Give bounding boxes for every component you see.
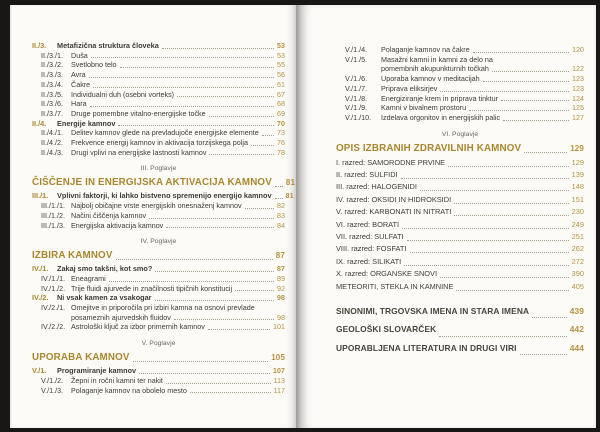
- entry-page-number: 61: [277, 79, 285, 89]
- entry-page-number: 81: [285, 178, 296, 188]
- dot-leader: [410, 252, 569, 253]
- chapter-label: [32, 165, 285, 173]
- dot-leader: [190, 392, 271, 393]
- entry-page-number: 439: [569, 305, 584, 316]
- entry-label: VI. Poglavje: [441, 130, 479, 138]
- entry-label: I. razred: SAMORODNE PRVINE: [336, 157, 446, 167]
- dot-leader: [166, 227, 274, 228]
- toc-entry: [336, 142, 584, 155]
- entry-label: METEORITI, STEKLA IN KAMNINE: [336, 281, 454, 291]
- entry-page-number: 68: [277, 99, 285, 109]
- entry-page-number: 76: [277, 138, 285, 148]
- toc-entry: [32, 119, 285, 129]
- entry-page-number: 151: [571, 194, 584, 204]
- toc-entry: [32, 211, 285, 221]
- entry-number: II./3./4.: [41, 79, 63, 89]
- toc-entry: [32, 191, 294, 201]
- dot-leader: [275, 198, 283, 199]
- entry-page-number: 83: [277, 210, 285, 220]
- toc-entry: [32, 109, 285, 119]
- dot-leader: [439, 336, 566, 337]
- dot-leader: [209, 154, 274, 155]
- toc-entry: [336, 84, 584, 94]
- dot-leader: [162, 48, 274, 49]
- entry-page-number: 251: [571, 232, 584, 242]
- toc-entry: [32, 313, 285, 323]
- entry-number: III./1./3.: [41, 220, 65, 230]
- toc-entry: [32, 80, 285, 90]
- dot-leader: [456, 290, 568, 291]
- entry-label: IX. razred: SILIKATI: [336, 256, 402, 266]
- entry-page-number: 113: [273, 375, 285, 385]
- entry-label: X. razred: ORGANSKE SNOVI: [336, 269, 438, 279]
- toc-entry: [32, 138, 285, 148]
- entry-label: SINONIMI, TRGOVSKA IMENA IN STARA IMENA: [336, 305, 530, 316]
- toc-entry: [336, 339, 584, 358]
- dot-leader: [120, 67, 274, 68]
- toc-entry: [32, 90, 285, 100]
- toc-entry: [32, 274, 285, 284]
- entry-number: II./3.: [32, 41, 47, 50]
- entry-page-number: 53: [276, 41, 285, 50]
- dot-leader: [118, 125, 273, 126]
- entry-label: Energijska aktivacija kamnov: [71, 220, 164, 230]
- entry-page-number: 73: [277, 128, 285, 138]
- dot-leader: [483, 81, 569, 82]
- entry-number: V./1./4.: [345, 45, 368, 54]
- dot-leader: [166, 383, 271, 384]
- entry-label: IV. razred: OKSIDI IN HIDROKSIDI: [336, 194, 452, 204]
- entry-page-number: 120: [572, 45, 584, 54]
- entry-page-number: 70: [276, 118, 285, 128]
- entry-page-number: 84: [277, 220, 285, 230]
- dot-leader: [235, 290, 274, 291]
- toc-entry: [336, 45, 584, 55]
- entry-page-number: 82: [277, 201, 285, 211]
- entry-label: Ni vsak kamen za vsakogar: [57, 293, 152, 303]
- toc-entry: [32, 303, 285, 313]
- dot-leader: [133, 361, 269, 362]
- entry-number: II./3./3.: [41, 70, 63, 80]
- toc-entry: [32, 376, 285, 386]
- dot-leader: [524, 152, 567, 153]
- dot-leader: [420, 190, 569, 191]
- dot-leader: [245, 208, 274, 209]
- dot-leader: [503, 120, 569, 121]
- dot-leader: [209, 116, 274, 117]
- dot-leader: [492, 71, 569, 72]
- toc-entry: [336, 320, 584, 339]
- dot-leader: [402, 228, 569, 229]
- entry-label: Masažni kamni in kamni za delo na: [381, 54, 493, 64]
- entry-label: UPORABA KAMNOV: [32, 352, 130, 364]
- entry-page-number: 127: [572, 112, 584, 122]
- right-page: [300, 5, 596, 428]
- entry-number: V./1./10.: [345, 112, 372, 122]
- toc-entry: [336, 281, 584, 293]
- entry-number: V./1./3.: [41, 385, 64, 395]
- toc-entry: [336, 302, 584, 321]
- entry-page-number: 98: [277, 312, 285, 322]
- entry-page-number: 98: [276, 293, 285, 303]
- entry-page-number: 129: [570, 143, 584, 153]
- entry-number: V./1./2.: [41, 375, 64, 385]
- entry-label: posameznih ajurvedskih fluidov: [71, 312, 171, 322]
- dot-leader: [149, 218, 274, 219]
- entry-label: Programiranje kamnov: [57, 366, 137, 376]
- entry-number: IV./2.: [32, 293, 49, 303]
- entry-label: V. Poglavje: [141, 340, 176, 348]
- chapter-label: [32, 238, 285, 246]
- toc-entry: [336, 55, 584, 65]
- dot-leader: [448, 166, 569, 167]
- entry-label: OPIS IZBRANIH ZDRAVILNIH KAMNOV: [336, 142, 522, 154]
- entry-label: Načini čiščenja kamnov: [71, 210, 147, 220]
- entry-page-number: 89: [277, 273, 285, 283]
- entry-label: V. razred: KARBONATI IN NITRATI: [336, 207, 452, 217]
- entry-number: IV./1./1.: [41, 273, 66, 283]
- dot-leader: [155, 271, 274, 272]
- dot-leader: [404, 265, 568, 266]
- dot-leader: [93, 87, 274, 88]
- dot-leader: [262, 135, 274, 136]
- entry-label: Polaganje kamnov na obolelo mesto: [71, 385, 187, 395]
- toc-entry: [336, 113, 584, 123]
- toc-entry: [32, 284, 285, 294]
- dot-leader: [109, 281, 274, 282]
- entry-label: Eneagrami: [71, 273, 106, 283]
- entry-label: VI. razred: BORATI: [336, 219, 400, 229]
- entry-label: Uporaba kamnov v meditacijah: [381, 74, 480, 84]
- entry-label: Delitev kamnov glede na prevladujoče energijske elemente: [71, 128, 259, 138]
- toc-entry: [32, 176, 296, 189]
- entry-label: Omejitve in priporočila pri izbiri kamna na osnovi prevlade: [71, 303, 255, 313]
- entry-page-number: 56: [277, 70, 285, 80]
- entry-page-number: 87: [275, 251, 285, 261]
- toc-entry: [32, 366, 285, 376]
- dot-leader: [139, 373, 270, 374]
- dot-leader: [208, 329, 270, 330]
- entry-label: Zakaj smo takšni, kot smo?: [57, 264, 153, 274]
- toc-entry: [336, 181, 584, 193]
- entry-page-number: 249: [571, 219, 584, 229]
- entry-number: IV./2./2.: [41, 322, 66, 332]
- toc-entry: [32, 41, 285, 51]
- entry-page-number: 390: [571, 269, 584, 279]
- entry-label: GEOLOŠKI SLOVARČEK: [336, 324, 437, 335]
- toc-entry: [32, 221, 285, 231]
- entry-label: Energije kamnov: [57, 118, 116, 128]
- entry-label: Metafizična struktura človeka: [57, 41, 159, 50]
- chapter-label: [32, 340, 285, 348]
- entry-page-number: 405: [571, 281, 584, 291]
- toc-entry: [32, 51, 285, 61]
- entry-label: Trije fluidi ajurvede in značilnosti tipičnih konstitucij: [71, 283, 233, 293]
- entry-number: V./1./7.: [345, 83, 368, 93]
- toc-entry: [336, 256, 584, 268]
- entry-page-number: 107: [272, 366, 285, 376]
- entry-page-number: 55: [277, 60, 285, 70]
- entry-label: Frekvence energij kamnov in aktivacija torzijskega polja: [71, 138, 248, 148]
- toc-entry: [32, 293, 285, 303]
- entry-label: IV. Poglavje: [140, 238, 177, 246]
- dot-leader: [90, 106, 274, 107]
- entry-number: IV./1./2.: [41, 283, 66, 293]
- entry-number: II./3./7.: [41, 108, 63, 118]
- toc-entry: [336, 157, 584, 169]
- toc-entry: [336, 194, 584, 206]
- dot-leader: [251, 145, 274, 146]
- toc-entry: [336, 231, 584, 243]
- entry-number: V./1./6.: [345, 74, 368, 84]
- toc-entry: [336, 219, 584, 231]
- entry-label: III. razred: HALOGENIDI: [336, 182, 417, 192]
- toc-entry: [32, 249, 285, 262]
- entry-label: Priprava eliksirjev: [381, 83, 438, 93]
- dot-leader: [440, 91, 569, 92]
- dot-leader: [532, 317, 567, 318]
- entry-number: III./1.: [32, 191, 49, 201]
- toc-entry: [336, 64, 584, 74]
- entry-page-number: 69: [277, 108, 285, 118]
- entry-label: Najbolj običajne vrste energijskih onesnaženj kamnov: [71, 201, 242, 211]
- dot-leader: [454, 215, 568, 216]
- toc-entry: [336, 268, 584, 280]
- entry-page-number: 78: [277, 147, 285, 157]
- entry-page-number: 124: [572, 93, 584, 103]
- dot-leader: [174, 319, 274, 320]
- toc-entry: [32, 99, 285, 109]
- dot-leader: [469, 110, 569, 111]
- toc-entry: [32, 264, 285, 274]
- entry-number: V./1.: [32, 366, 47, 376]
- dot-leader: [116, 259, 273, 260]
- toc-entry: [336, 243, 584, 255]
- entry-page-number: 53: [277, 50, 285, 60]
- entry-label: Drugi vplivi na energijske lastnosti kamnov: [71, 147, 207, 157]
- entry-number: V./1./9.: [345, 103, 368, 113]
- entry-number: II./4./3.: [41, 147, 63, 157]
- entry-page-number: 123: [572, 83, 584, 93]
- right-page-content: [300, 5, 596, 428]
- dot-leader: [91, 57, 274, 58]
- toc-entry: [336, 103, 584, 113]
- entry-page-number: 125: [572, 103, 584, 113]
- entry-page-number: 444: [569, 342, 584, 353]
- entry-page-number: 139: [571, 170, 584, 180]
- entry-number: III./1./1.: [41, 201, 65, 211]
- entry-number: II./4./1.: [41, 128, 63, 138]
- entry-label: Polaganje kamnov na čakre: [381, 45, 470, 54]
- entry-page-number: 117: [273, 385, 285, 395]
- entry-number: II./3./5.: [41, 89, 63, 99]
- entry-page-number: 105: [271, 353, 285, 363]
- entry-number: II./3./2.: [41, 60, 63, 70]
- entry-label: Avra: [71, 70, 86, 80]
- entry-page-number: 272: [571, 256, 584, 266]
- toc-entry: [32, 128, 285, 138]
- entry-number: II./4.: [32, 118, 47, 128]
- entry-label: IZBIRA KAMNOV: [32, 250, 113, 262]
- left-page: [10, 5, 296, 428]
- entry-page-number: 262: [571, 244, 584, 254]
- entry-number: III./1./2.: [41, 210, 65, 220]
- entry-number: II./3./6.: [41, 99, 63, 109]
- entry-page-number: 67: [277, 89, 285, 99]
- dot-leader: [440, 277, 569, 278]
- entry-label: Energiziranje krem in priprava tinktur: [381, 93, 499, 103]
- toc-entry: [32, 351, 285, 364]
- entry-label: Duša: [71, 50, 88, 60]
- entry-label: VIII. razred: FOSFATI: [336, 244, 407, 254]
- dot-leader: [454, 203, 569, 204]
- entry-label: Čakre: [71, 79, 91, 89]
- entry-label: Druge pomembne vitalno-energijske točke: [71, 108, 206, 118]
- toc-entry: [336, 206, 584, 218]
- entry-label: Individualni duh (osebni vorteks): [71, 89, 175, 99]
- entry-page-number: 442: [569, 324, 584, 335]
- dot-leader: [155, 300, 274, 301]
- entry-label: Vplivni faktorji, ki lahko bistveno spremenijo energijo kamnov: [57, 191, 272, 201]
- dot-leader: [177, 96, 274, 97]
- chapter-label: [336, 131, 584, 139]
- dot-leader: [407, 240, 569, 241]
- entry-label: pomembnih akupunkturnih točkah: [381, 64, 489, 74]
- toc-entry: [32, 201, 285, 211]
- entry-page-number: 81: [285, 191, 294, 201]
- dot-leader: [275, 186, 283, 187]
- entry-label: III. Poglavje: [140, 165, 177, 173]
- entry-page-number: 230: [571, 207, 584, 217]
- toc-entry: [32, 70, 285, 80]
- dot-leader: [501, 100, 569, 101]
- dot-leader: [520, 354, 567, 355]
- toc-entry: [336, 94, 584, 104]
- toc-entry: [336, 74, 584, 84]
- entry-label: Žepni in ročni kamni ter nakit: [71, 375, 163, 385]
- toc-entry: [336, 169, 584, 181]
- dot-leader: [473, 52, 569, 53]
- entry-label: Hara: [71, 99, 87, 109]
- entry-number: II./3./1.: [41, 50, 63, 60]
- entry-page-number: 123: [572, 74, 584, 84]
- toc-entry: [32, 148, 285, 158]
- entry-label: Kamni v bivalnem prostoru: [381, 103, 467, 113]
- dot-leader: [401, 178, 569, 179]
- entry-label: ČIŠČENJE IN ENERGIJSKA AKTIVACIJA KAMNOV: [32, 177, 272, 189]
- entry-number: IV./2./1.: [41, 303, 66, 313]
- entry-page-number: 92: [277, 283, 285, 293]
- toc-entry: [32, 322, 285, 332]
- entry-label: Astrološki ključ za izbor primernih kamnov: [71, 322, 205, 332]
- entry-page-number: 122: [572, 64, 584, 74]
- entry-number: IV./1.: [32, 264, 49, 274]
- entry-page-number: 87: [276, 264, 285, 274]
- entry-number: II./4./2.: [41, 138, 63, 148]
- entry-label: Svetlobno telo: [71, 60, 117, 70]
- entry-page-number: 129: [571, 157, 584, 167]
- left-page-content: [10, 5, 296, 428]
- entry-number: V./1./5.: [345, 54, 368, 64]
- toc-entry: [32, 386, 285, 396]
- entry-page-number: 101: [273, 322, 285, 332]
- entry-number: V./1./8.: [345, 93, 368, 103]
- toc-entry: [32, 60, 285, 70]
- entry-label: VII. razred: SULFATI: [336, 232, 404, 242]
- dot-leader: [89, 77, 274, 78]
- entry-page-number: 148: [571, 182, 584, 192]
- entry-label: UPORABLJENA LITERATURA IN DRUGI VIRI: [336, 342, 517, 353]
- entry-label: II. razred: SULFIDI: [336, 170, 398, 180]
- entry-label: Izdelava orgonitov in energijskih palic: [381, 112, 501, 122]
